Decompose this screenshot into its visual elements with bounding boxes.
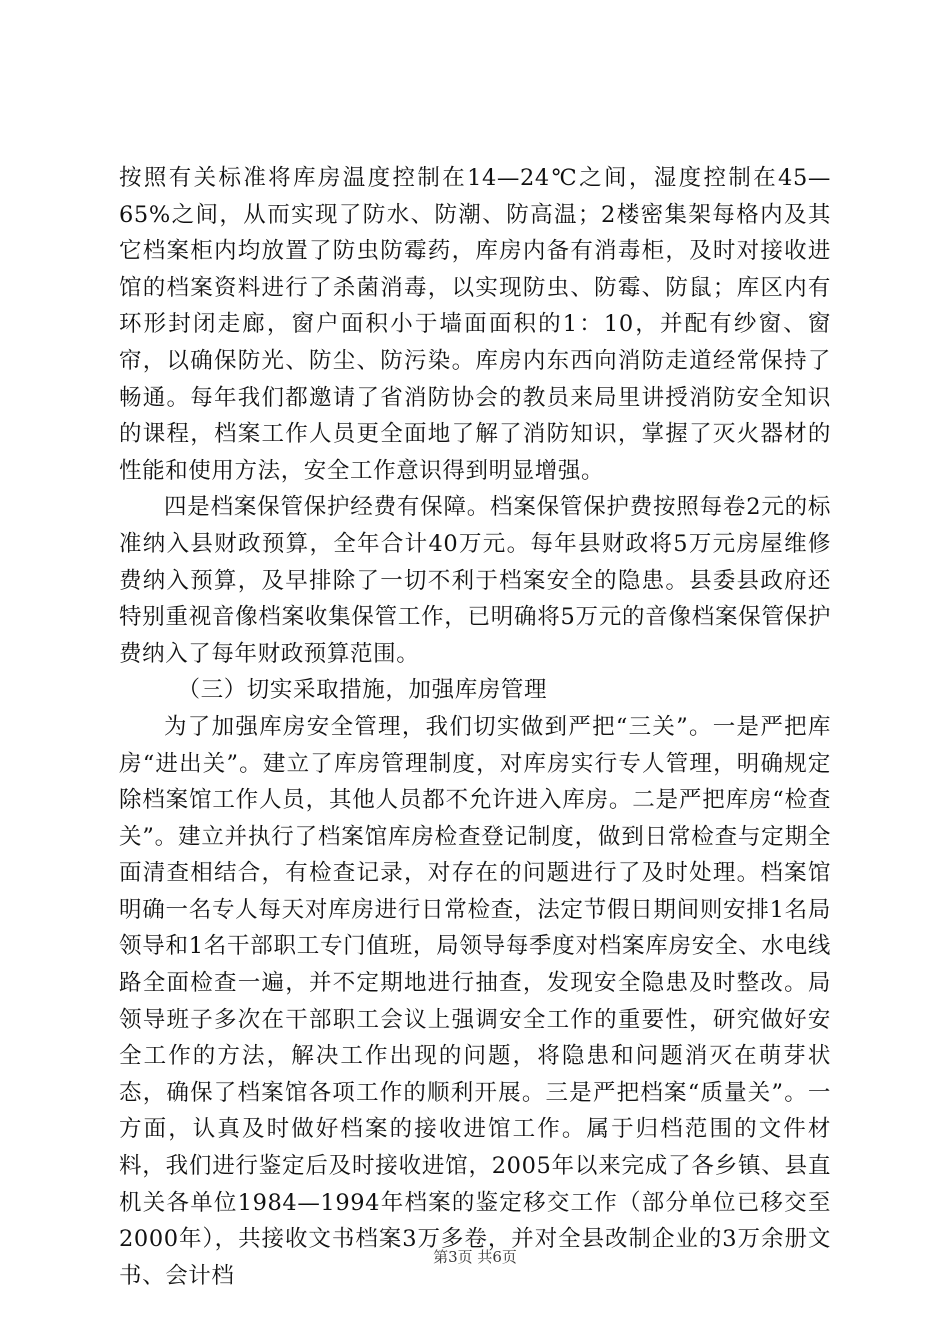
section-heading: （三）切实采取措施，加强库房管理 (177, 677, 548, 704)
paragraph-funding: 四是档案保管保护经费有保障。档案保管保护费按照每卷2元的标准纳入县财政预算，全年合计40万元。每年县财政将5万元房屋维修费纳入预算，及早排除了一切不利于档案安全的隐患。县委县政府还特别重视音像档案收集保管工作，已明确将5万元的音像档案保管保护费纳入了每年财政预算范围。 (119, 494, 831, 667)
page-footer: 第3页 共6页 (433, 1248, 517, 1266)
document-body (119, 160, 831, 1294)
paragraph-storage-management: 为了加强库房安全管理，我们切实做到严把“三关”。一是严把库房“进出关”。建立了库房管理制度，对库房实行专人管理，明确规定除档案馆工作人员，其他人员都不允许进入库房。二是严把库房“检查关”。建立并执行了档案馆库房检查登记制度，做到日常检查与定期全面清查相结合，有检查记录，对存在的问题进行了及时处理。档案馆明确一名专人每天对库房进行日常检查，法定节假日期间则安排1名局领导和1名干部职工专门值班，局领导每季度对档案库房安全、水电线路全面检查一遍，并不定期地进行抽查，发现安全隐患及时整改。局领导班子多次在干部职工会议上强调安全工作的重要性，研究做好安全工作的方法，解决工作出现的问题，将隐患和问题消灭在萌芽状态，确保了档案馆各项工作的顺利开展。三是严把档案“质量关”。一方面，认真及时做好档案的接收进馆工作。属于归档范围的文件材料，我们进行鉴定后及时接收进馆，2005年以来完成了各乡镇、县直机关各单位1984—1994年档案的鉴定移交工作（部分单位已移交至2000年），共接收文书档案3万多卷，并对全县改制企业的3万余册文书、会计档 (119, 713, 831, 1289)
paragraph-storage-conditions: 按照有关标准将库房温度控制在14—24℃之间，湿度控制在45—65%之间，从而实现了防水、防潮、防高温；2楼密集架每格内及其它档案柜内均放置了防虫防霉药，库房内备有消毒柜，及时对接收进馆的档案资料进行了杀菌消毒，以实现防虫、防霉、防鼠；库区内有环形封闭走廊，窗户面积小于墙面面积的1：10，并配有纱窗、窗帘，以确保防光、防尘、防污染。库房内东西向消防走道经常保持了畅通。每年我们都邀请了省消防协会的教员来局里讲授消防安全知识的课程，档案工作人员更全面地了解了消防知识，掌握了灭火器材的性能和使用方法，安全工作意识得到明显增强。 (119, 165, 831, 484)
